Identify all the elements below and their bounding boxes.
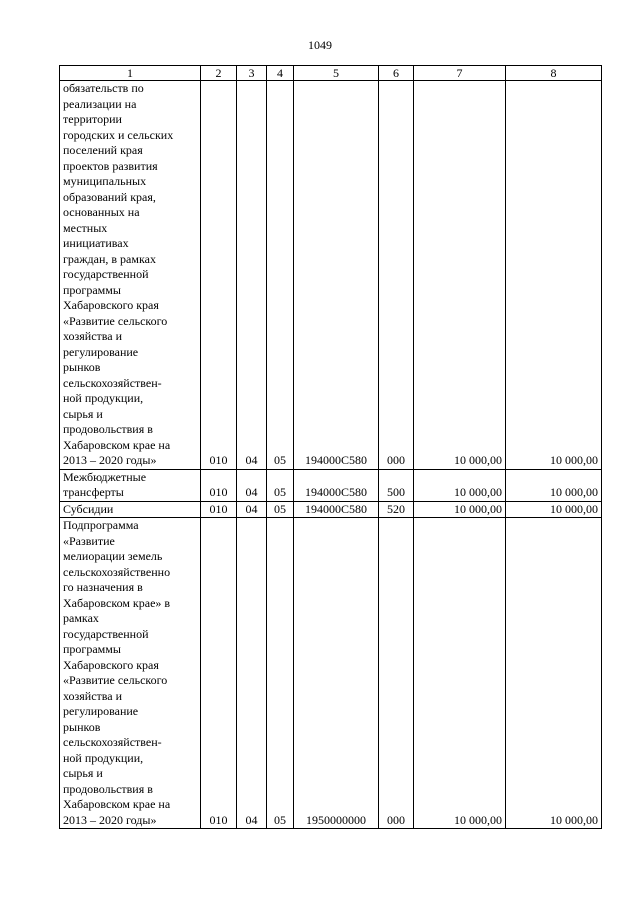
row-name-line: регулирование [63, 344, 139, 359]
table-body [60, 81, 602, 829]
row-name-line: Подпрограмма [63, 518, 139, 532]
row-name-line: граждан, в рамках [63, 251, 156, 266]
amount-cell-2: 10 000,00 [506, 81, 602, 470]
row-name-line: мелиорации земель [63, 549, 163, 563]
expense-type-cell: 520 [379, 501, 414, 518]
target-article-cell: 194000С580 [294, 501, 379, 518]
subsection-code-cell: 05 [267, 81, 294, 470]
row-name-line: городских и сельских [63, 127, 174, 142]
amount-cell-1: 10 000,00 [414, 518, 506, 829]
row-name-line: ной продукции, [63, 750, 144, 765]
header-cell: 5 [294, 66, 379, 81]
expense-type-cell: 000 [379, 81, 414, 470]
target-article-cell: 194000С580 [294, 81, 379, 470]
row-name-line: местных [63, 220, 108, 235]
amount-cell-1: 10 000,00 [414, 469, 506, 501]
row-name-line: реализации на [63, 96, 137, 111]
row-name-line: рамках [63, 611, 99, 625]
row-name-line: «Развитие [63, 533, 115, 548]
ministry-code-cell: 010 [201, 518, 237, 829]
row-name-line: программы [63, 642, 121, 656]
row-name-line: сельскохозяйствен- [63, 375, 162, 390]
table-row [60, 81, 602, 470]
target-article-cell: 1950000000 [294, 518, 379, 829]
row-name-line: Хабаровском крае на [63, 797, 171, 811]
subsection-code-cell: 05 [267, 501, 294, 518]
row-name-line: 2013 – 2020 годы» [63, 812, 157, 827]
row-name-line: государственной [63, 626, 149, 641]
header-cell: 2 [201, 66, 237, 81]
expense-type-cell: 500 [379, 469, 414, 501]
row-name-line: Хабаровского края [63, 657, 159, 672]
row-name-line: сырья и [63, 766, 103, 780]
row-name-line: программы [63, 282, 121, 297]
row-name-line: поселений края [63, 143, 143, 157]
row-name-line: обязательств по [63, 81, 144, 95]
row-name-line: Субсидии [63, 501, 114, 516]
table-row [60, 469, 602, 501]
row-name-line: 2013 – 2020 годы» [63, 453, 157, 467]
row-name-line: проектов развития [63, 158, 158, 173]
row-name-line: хозяйства и [63, 329, 123, 343]
row-name-line: образований края, [63, 189, 156, 204]
row-name-line: «Развитие сельского [63, 673, 168, 687]
section-code-cell: 04 [237, 501, 267, 518]
expense-type-cell: 000 [379, 518, 414, 829]
section-code-cell: 04 [237, 469, 267, 501]
section-code-cell: 04 [237, 518, 267, 829]
row-name-line: Хабаровском крае» в [63, 595, 171, 610]
amount-cell-1: 10 000,00 [414, 501, 506, 518]
amount-cell-2: 10 000,00 [506, 469, 602, 501]
row-name-cell [60, 469, 201, 501]
row-name-line: государственной [63, 267, 149, 281]
row-name-line: Хабаровском крае на [63, 437, 171, 452]
row-name-cell [60, 518, 201, 829]
row-name-line: основанных на [63, 205, 140, 219]
row-name-line: рынков [63, 719, 101, 734]
row-name-line: рынков [63, 360, 101, 374]
table-row [60, 501, 602, 518]
header-cell: 3 [237, 66, 267, 81]
page-number: 1049 [308, 38, 332, 52]
row-name-cell [60, 81, 201, 470]
header-cell: 7 [414, 66, 506, 81]
header-cell: 4 [267, 66, 294, 81]
row-name-line: «Развитие сельского [63, 313, 168, 328]
table-row [60, 518, 602, 829]
ministry-code-cell: 010 [201, 469, 237, 501]
amount-cell-2: 10 000,00 [506, 518, 602, 829]
header-row [60, 66, 602, 81]
header-cell: 1 [60, 66, 201, 81]
ministry-code-cell: 010 [201, 501, 237, 518]
row-name-line: го назначения в [63, 580, 143, 594]
row-name-line: регулирование [63, 704, 139, 718]
subsection-code-cell: 05 [267, 469, 294, 501]
row-name-line: Межбюджетные [63, 469, 147, 484]
row-name-line: сырья и [63, 406, 103, 421]
row-name-line: хозяйства и [63, 688, 123, 703]
row-name-line: трансферты [63, 485, 124, 499]
row-name-line: муниципальных [63, 174, 147, 188]
ministry-code-cell: 010 [201, 81, 237, 470]
row-name-line: продовольствия в [63, 781, 153, 796]
section-code-cell: 04 [237, 81, 267, 470]
amount-cell-2: 10 000,00 [506, 501, 602, 518]
row-name-line: сельскохозяйствен- [63, 735, 162, 749]
row-name-line: сельскохозяйственно [63, 564, 171, 579]
row-name-line: Хабаровского края [63, 298, 159, 312]
subsection-code-cell: 05 [267, 518, 294, 829]
row-name-line: продовольствия в [63, 422, 153, 436]
target-article-cell: 194000С580 [294, 469, 379, 501]
row-name-line: территории [63, 112, 122, 126]
budget-table [59, 65, 602, 829]
row-name-line: ной продукции, [63, 391, 144, 405]
header-cell: 6 [379, 66, 414, 81]
row-name-line: инициативах [63, 236, 129, 250]
row-name-cell [60, 501, 201, 518]
header-cell: 8 [506, 66, 602, 81]
amount-cell-1: 10 000,00 [414, 81, 506, 470]
